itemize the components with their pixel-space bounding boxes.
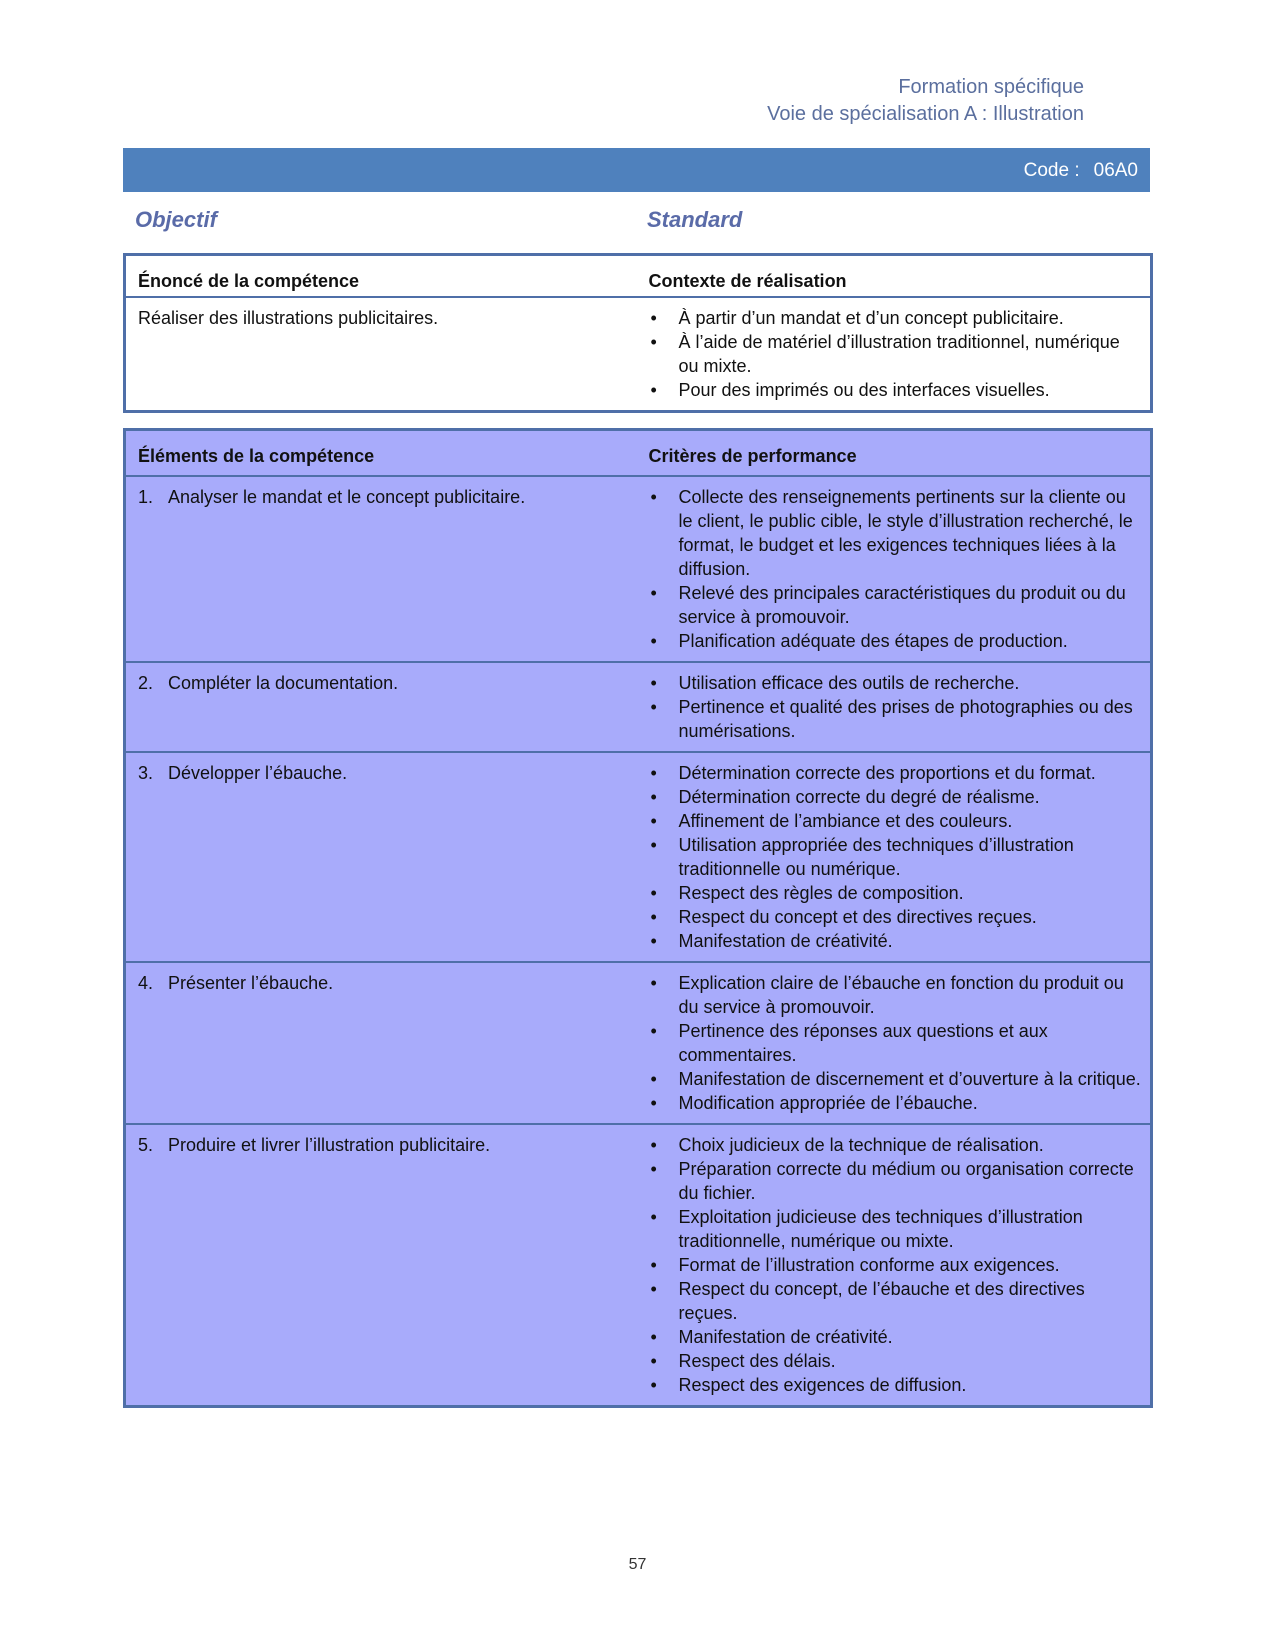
element-item	[138, 671, 637, 695]
table1-body-row	[125, 297, 1152, 412]
criterion: • Respect des exigences de diffusion.	[649, 1373, 1151, 1397]
criterion: • Relevé des principales caractéristiques du produit ou du service à promouvoir.	[649, 581, 1151, 629]
criterion: • Choix judicieux de la technique de réalisation.	[649, 1133, 1151, 1157]
criterion: • Pertinence et qualité des prises de photographies ou des numérisations.	[649, 695, 1151, 743]
element-number: 1.	[138, 486, 154, 507]
context-item: • À partir d’un mandat et d’un concept publicitaire.	[649, 306, 1151, 330]
elements-header: Éléments de la compétence	[125, 430, 637, 476]
table-row	[125, 476, 1152, 662]
element-text: Développer l’ébauche.	[168, 762, 348, 783]
criterion: • Explication claire de l’ébauche en fonction du produit ou du service à promouvoir.	[649, 971, 1151, 1019]
table-row	[125, 962, 1152, 1124]
criterion: • Préparation correcte du médium ou organisation correcte du fichier.	[649, 1157, 1151, 1205]
table-row	[125, 662, 1152, 752]
element-text: Analyser le mandat et le concept publicitaire.	[168, 486, 526, 507]
criterion: • Utilisation appropriée des techniques d’illustration traditionnelle ou numérique.	[649, 833, 1151, 881]
criteria-list	[649, 971, 1151, 1115]
element-number: 5.	[138, 1134, 154, 1155]
code-label: Code :	[1023, 160, 1080, 181]
element-number: 2.	[138, 672, 154, 693]
code-value: 06A0	[1093, 160, 1138, 181]
section-title-objectif: Objectif	[135, 207, 217, 232]
element-text: Présenter l’ébauche.	[168, 972, 334, 993]
criterion: • Respect du concept et des directives reçues.	[649, 905, 1151, 929]
criterion: • Exploitation judicieuse des techniques d’illustration traditionnelle, numérique ou mixte.	[649, 1205, 1151, 1253]
criteria-list	[649, 1133, 1151, 1397]
code-bar	[123, 148, 1150, 192]
criterion: • Détermination correcte du degré de réalisme.	[649, 785, 1151, 809]
section-title-standard: Standard	[647, 207, 743, 232]
competency-elements-table	[123, 428, 1153, 1408]
context-header: Contexte de réalisation	[637, 255, 1152, 297]
element-item	[138, 1133, 637, 1157]
criterion: • Manifestation de créativité.	[649, 1325, 1151, 1349]
criterion: • Format de l’illustration conforme aux exigences.	[649, 1253, 1151, 1277]
element-item	[138, 971, 637, 995]
criterion: • Respect des délais.	[649, 1349, 1151, 1373]
element-text: Produire et livrer l’illustration publicitaire.	[168, 1134, 491, 1155]
element-item	[138, 761, 637, 785]
element-item	[138, 485, 637, 509]
statement-header: Énoncé de la compétence	[125, 255, 637, 297]
table-row	[125, 1124, 1152, 1407]
header-specialization: Voie de spécialisation A : Illustration	[767, 103, 1084, 125]
criterion: • Planification adéquate des étapes de production.	[649, 629, 1151, 653]
criterion: • Manifestation de discernement et d’ouverture à la critique.	[649, 1067, 1151, 1091]
context-item: • Pour des imprimés ou des interfaces visuelles.	[649, 378, 1151, 402]
table-row	[125, 752, 1152, 962]
criterion: • Modification appropriée de l’ébauche.	[649, 1091, 1151, 1115]
criterion: • Collecte des renseignements pertinents sur la cliente ou le client, le public cible, le style d’illustration recherché, le format, le budget et les exigences techniques liées à la diffusion.	[649, 485, 1151, 581]
table2-header-row	[125, 430, 1152, 476]
criteria-header: Critères de performance	[637, 430, 1152, 476]
competency-statement: Réaliser des illustrations publicitaires.	[138, 307, 439, 328]
competency-statement-table	[123, 253, 1153, 413]
table1-header-row	[125, 255, 1152, 297]
criteria-list	[649, 485, 1151, 653]
criteria-list	[649, 761, 1151, 953]
criterion: • Utilisation efficace des outils de recherche.	[649, 671, 1151, 695]
page-number: 57	[628, 1556, 647, 1573]
criterion: • Respect du concept, de l’ébauche et des directives reçues.	[649, 1277, 1151, 1325]
criterion: • Pertinence des réponses aux questions et aux commentaires.	[649, 1019, 1151, 1067]
criterion: • Respect des règles de composition.	[649, 881, 1151, 905]
criterion: • Détermination correcte des proportions et du format.	[649, 761, 1151, 785]
criteria-list	[649, 671, 1151, 743]
criterion: • Manifestation de créativité.	[649, 929, 1151, 953]
element-number: 3.	[138, 762, 154, 783]
header-training-type: Formation spécifique	[898, 76, 1084, 98]
criterion: • Affinement de l’ambiance et des couleurs.	[649, 809, 1151, 833]
context-item: • À l’aide de matériel d’illustration traditionnel, numérique ou mixte.	[649, 330, 1151, 378]
element-text: Compléter la documentation.	[168, 672, 399, 693]
element-number: 4.	[138, 972, 154, 993]
competency-code	[1024, 160, 1138, 182]
context-list	[649, 306, 1151, 402]
